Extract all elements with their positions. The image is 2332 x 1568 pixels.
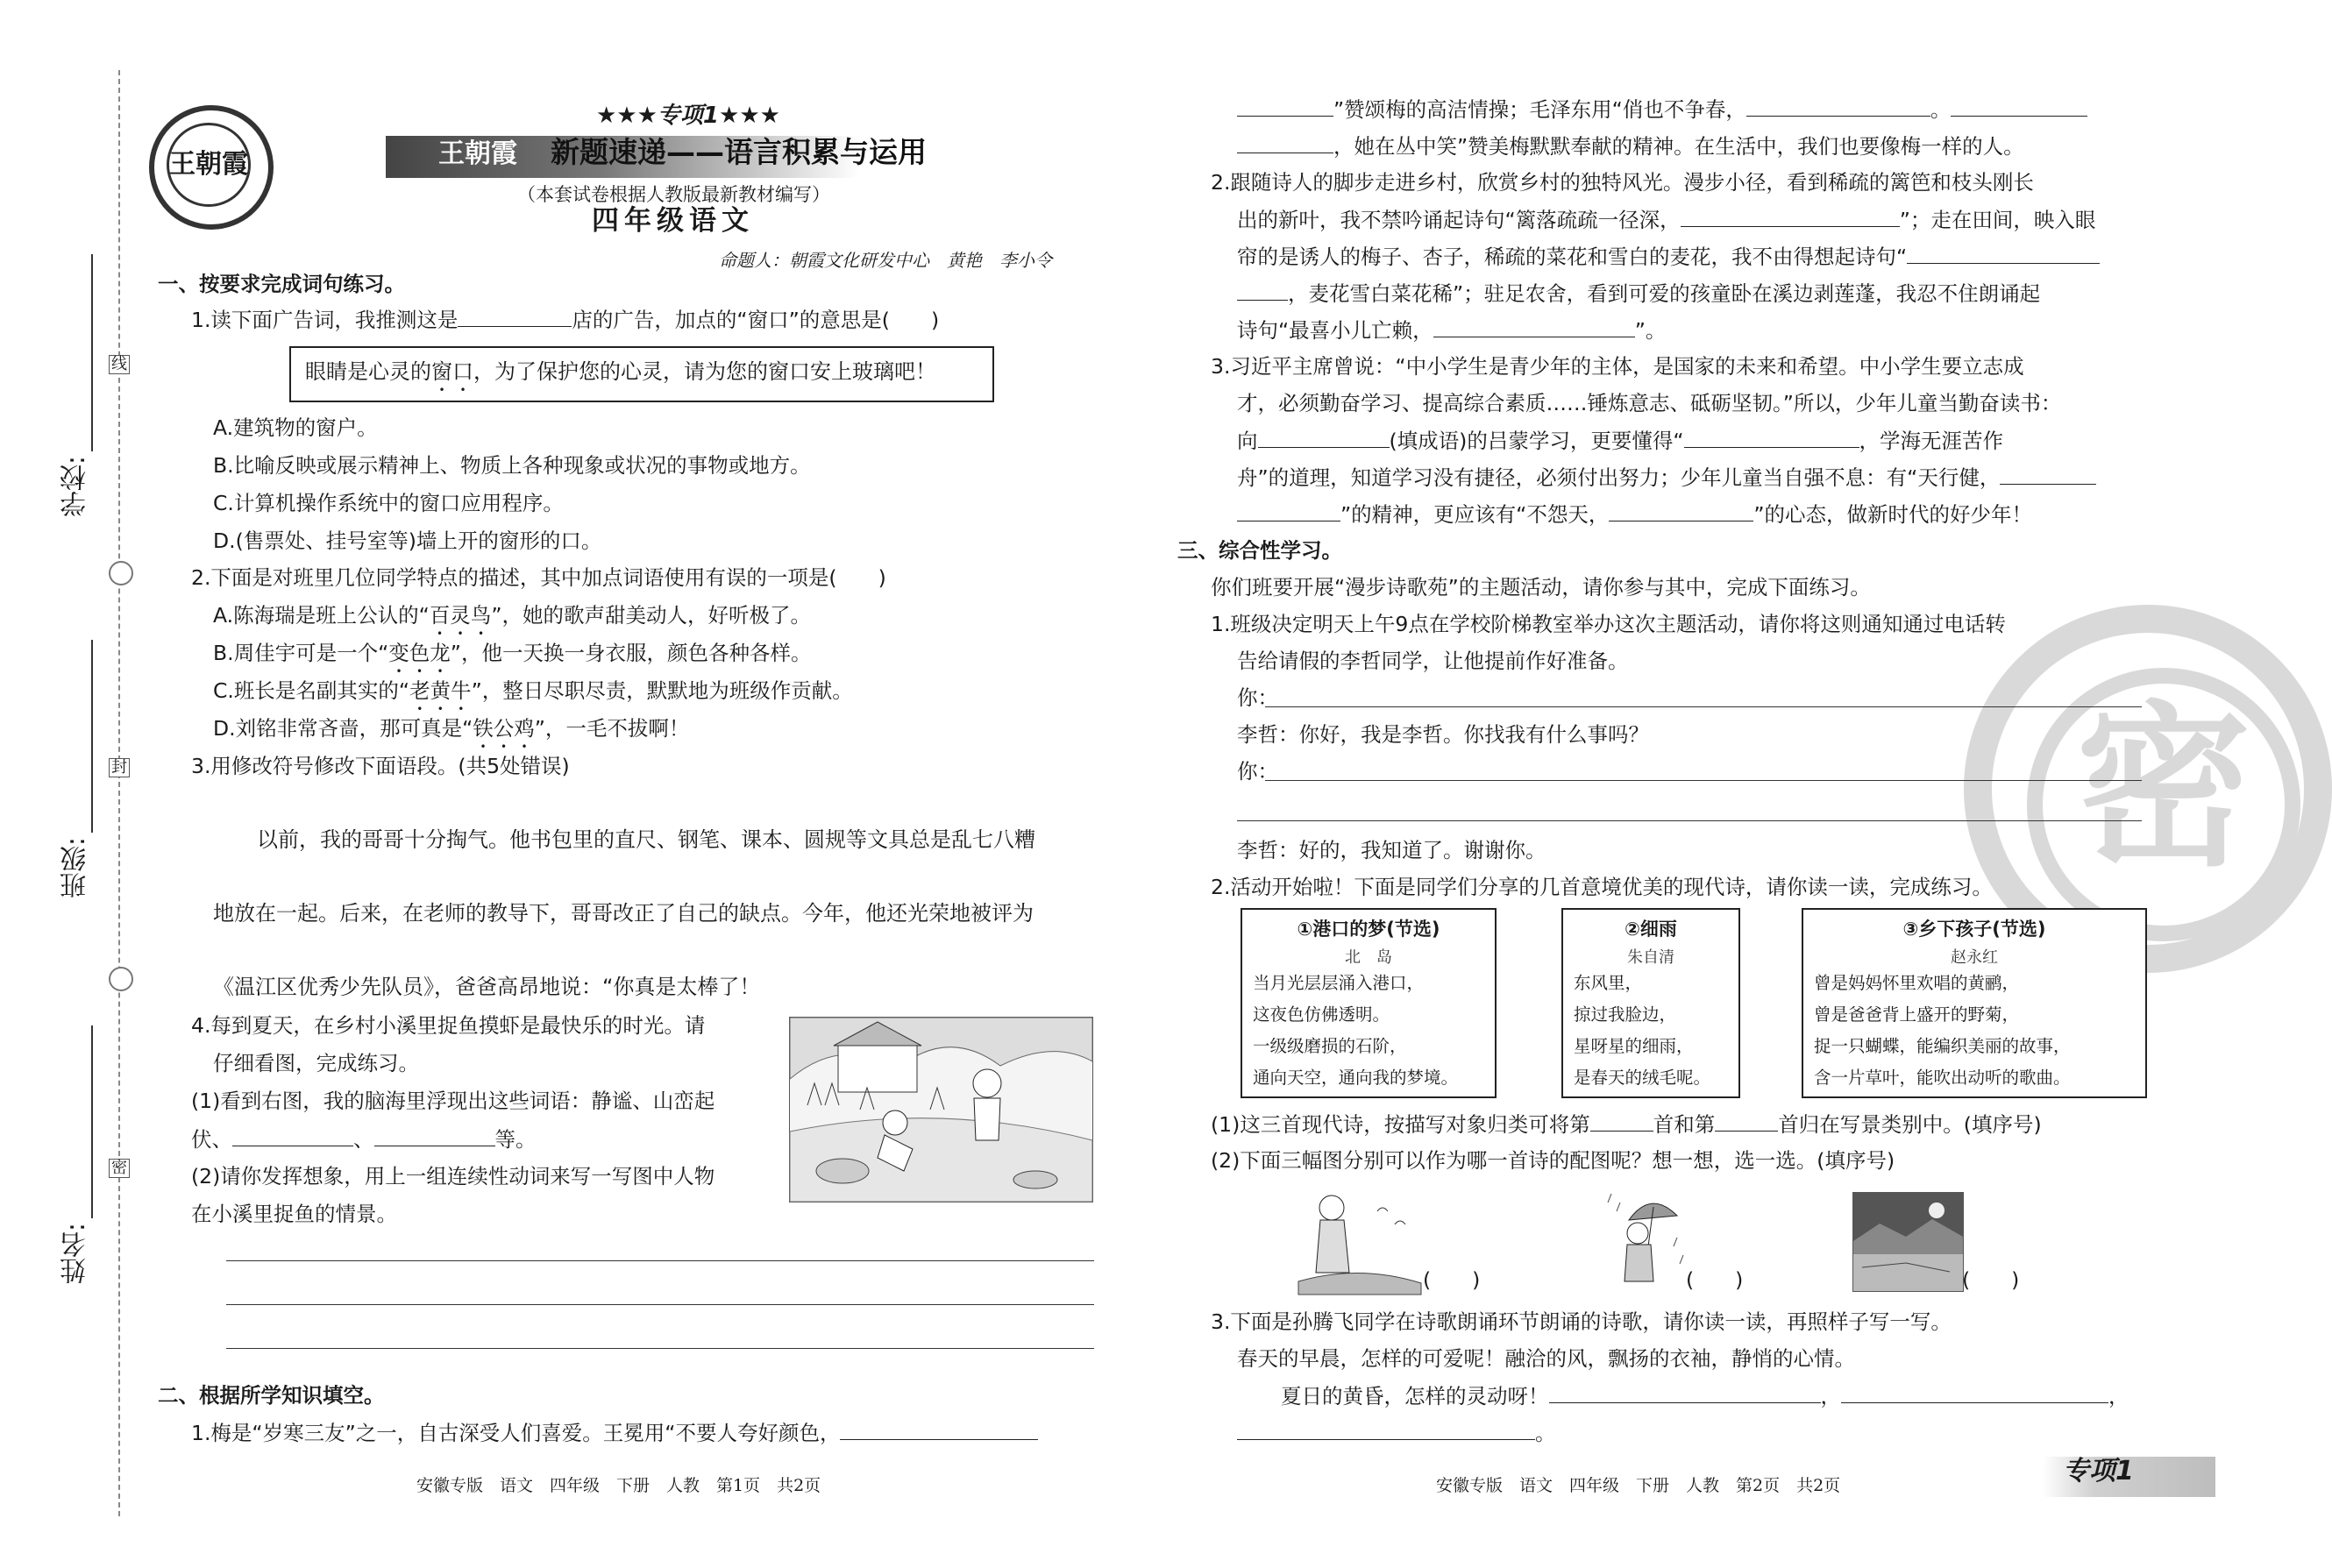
- q1-4-stem-2: 仔细看图，完成练习。: [213, 1051, 419, 1075]
- blank[interactable]: [1609, 501, 1753, 521]
- q2-1-stem: 1.梅是“岁寒三友”之一，自古深受人们喜爱。王冕用“不要人夸好颜色，: [191, 1420, 1038, 1445]
- blank[interactable]: [1951, 96, 2087, 117]
- blank[interactable]: [458, 307, 572, 327]
- blank[interactable]: [1258, 428, 1390, 448]
- section-2-heading: 二、根据所学知识填空。: [158, 1383, 385, 1408]
- blank[interactable]: [1684, 428, 1859, 448]
- q2-2-line: 诗句“最喜小儿亡赖， ”。: [1237, 318, 1667, 343]
- paragraph-line: 《温江区优秀少先队员》，爸爸高昂地说：“你真是太棒了！: [213, 975, 761, 999]
- q1-1-stem: 1.读下面广告词，我推测这是 店的广告，加点的“窗口”的意思是( ): [191, 308, 940, 332]
- q3-1-stem: 1.班级决定明天上午9点在学校阶梯教室举办这次主题活动，请你将这则通知通过电话转: [1211, 612, 2006, 636]
- q3-3-example: 春天的早晨，怎样的可爱呢！融洽的风，飘扬的衣袖，静悄的心情。: [1237, 1346, 1855, 1371]
- binding-hole-icon: [109, 967, 133, 991]
- s3-intro: 你们班要开展“漫步诗歌苑”的主题活动，请你参与其中，完成下面练习。: [1211, 575, 1871, 600]
- margin-mark-seal: 封: [109, 758, 130, 777]
- q2-3-line: ”的精神，更应该有“不怨天， ”的心态，做新时代的好少年！: [1237, 501, 2032, 527]
- q1-4-2: (2)请你发挥想象，用上一组连续性动词来写一写图中人物: [191, 1164, 715, 1188]
- option-b[interactable]: B.周佳宇可是一个“变色龙”，他一天换一身衣服，颜色各种各样。: [213, 641, 812, 665]
- option-d[interactable]: D.(售票处、挂号室等)墙上开的窗形的口。: [213, 529, 602, 553]
- q2-1-cont: ”赞颂梅的高洁情操；毛泽东用“俏也不争春， 。: [1237, 96, 2087, 122]
- confidential-stamp-icon: 密: [1964, 605, 2332, 973]
- q3-2-1: (1)这三首现代诗，按描写对象归类可将第 首和第 首归在写景类别中。(填序号): [1211, 1112, 2042, 1137]
- paper-title: 新题速递——语言积累与运用: [551, 135, 927, 169]
- q3-3-answer-2: 。: [1237, 1420, 1556, 1445]
- poem-card-3: ③乡下孩子(节选) 赵永红 曾是妈妈怀里欢唱的黄鹂， 曾是爸爸背上盛开的野菊， 捉一只蝴蝶，能编织美丽的故事， 含一片草叶，能吹出动听的歌曲。: [1802, 908, 2147, 1098]
- series-label: ★★★专项1★★★: [596, 103, 780, 129]
- section-3-heading: 三、综合性学习。: [1177, 538, 1342, 563]
- school-label: 学校:: [60, 456, 91, 518]
- binding-dashed-line: [118, 70, 120, 1516]
- class-field[interactable]: [91, 640, 93, 833]
- footer-right: 安徽专版 语文 四年级 下册 人教 第2页 共2页: [1436, 1476, 1841, 1495]
- class-label: 班级:: [60, 837, 91, 899]
- answer-paren[interactable]: ( ): [1962, 1267, 2020, 1292]
- option-d[interactable]: D.刘铭非常吝啬，那可真是“铁公鸡”，一毛不拔啊！: [213, 716, 690, 741]
- blank[interactable]: [1549, 1383, 1821, 1403]
- q3-2-stem: 2.活动开始啦！下面是同学们分享的几首意境优美的现代诗，请你读一读，完成练习。: [1211, 875, 1993, 899]
- footer-left: 安徽专版 语文 四年级 下册 人教 第1页 共2页: [416, 1476, 821, 1495]
- q3-3-answer: 夏日的黄昏，怎样的灵动呀！ ， ，: [1281, 1384, 2129, 1408]
- q1-3-stem: 3.用修改符号修改下面语段。(共5处错误): [191, 754, 570, 778]
- advert-text: 眼睛是心灵的窗口，为了保护您的心灵，请为您的窗口安上玻璃吧！: [305, 359, 936, 384]
- answer-line[interactable]: [226, 1348, 1094, 1349]
- dialog-you: 你：: [1237, 759, 1278, 784]
- binding-hole-icon: [109, 561, 133, 585]
- paragraph-line: 以前，我的哥哥十分掏气。他书包里的直尺、钢笔、课本、圆规等文具总是乱七八糟: [257, 827, 1035, 852]
- option-b[interactable]: B.比喻反映或展示精神上、物质上各种现象或状况的事物或地方。: [213, 453, 811, 478]
- q3-1-stem-2: 告给请假的李哲同学，让他提前作好准备。: [1237, 649, 1629, 673]
- blank[interactable]: [1433, 317, 1635, 337]
- poem-picture-3: [1852, 1192, 1964, 1292]
- answer-paren[interactable]: ( ): [1423, 1267, 1481, 1292]
- edition-note: （本套试卷根据人教版最新教材编写）: [517, 184, 830, 205]
- blank[interactable]: [1237, 1420, 1535, 1440]
- q2-3-line: 才，必须勤奋学习、提高综合素质……锤炼意志、砥砺坚韧。”所以，少年儿童当勤奋读书：: [1237, 391, 2062, 415]
- brand-logo: 王朝霞: [149, 105, 274, 230]
- margin-mark-line: 线: [109, 355, 130, 374]
- q1-4-2b: 在小溪里捉鱼的情景。: [191, 1202, 397, 1226]
- answer-line[interactable]: [1237, 820, 2142, 821]
- name-field[interactable]: [91, 1025, 93, 1218]
- school-field[interactable]: [91, 254, 93, 451]
- author-line: 命题人：朝霞文化研发中心 黄艳 李小令: [719, 250, 1052, 271]
- blank[interactable]: [1681, 207, 1900, 227]
- answer-line[interactable]: [1265, 706, 2142, 707]
- answer-line[interactable]: [1265, 780, 2142, 781]
- q2-2-line: 2.跟随诗人的脚步走进乡村，欣赏乡村的独特风光。漫步小径，看到稀疏的篱笆和枝头刚长: [1211, 170, 2034, 195]
- right-page: [1107, 0, 2251, 1568]
- blank[interactable]: [1841, 1383, 2108, 1403]
- q2-2-line: ，麦花雪白菜花稀”；驻足农舍，看到可爱的孩童卧在溪边剥莲蓬，我忍不住朗诵起: [1237, 280, 2040, 306]
- blank[interactable]: [840, 1420, 1038, 1440]
- q1-4-1-blanks: 伏、 、 等。: [191, 1127, 537, 1152]
- q2-3-line: 舟”的道理，知道学习没有捷径，必须付出努力；少年儿童当自强不息：有“天行健，: [1237, 465, 2096, 490]
- blank[interactable]: [2000, 465, 2096, 485]
- name-label: 姓名:: [60, 1223, 91, 1285]
- q3-2-2: (2)下面三幅图分别可以作为哪一首诗的配图呢？想一想，选一选。(填序号): [1211, 1148, 1895, 1173]
- q2-3-line: 向 (填成语)的吕蒙学习，更要懂得“ ，学海无涯苦作: [1237, 429, 2004, 453]
- blank[interactable]: [1237, 501, 1340, 521]
- q2-3-line: 3.习近平主席曾说：“中小学生是青少年的主体，是国家的未来和希望。中小学生要立志成: [1211, 354, 2024, 379]
- dialog-you: 你：: [1237, 685, 1278, 710]
- option-c[interactable]: C.班长是名副其实的“老黄牛”，整日尽职尽责，默默地为班级作贡献。: [213, 678, 853, 703]
- section-1-heading: 一、按要求完成词句练习。: [158, 272, 405, 296]
- blank[interactable]: [1237, 133, 1333, 153]
- blank[interactable]: [1237, 96, 1333, 117]
- left-page: [0, 0, 1107, 1568]
- option-a[interactable]: A.陈海瑞是班上公认的“百灵鸟”，她的歌声甜美动人，好听极了。: [213, 603, 811, 628]
- blank[interactable]: [1907, 244, 2100, 264]
- option-c[interactable]: C.计算机操作系统中的窗口应用程序。: [213, 491, 564, 515]
- answer-line[interactable]: [226, 1260, 1094, 1261]
- dialog-lizhe: 李哲：好的，我知道了。谢谢你。: [1237, 838, 1546, 862]
- stream-fishing-illustration: [789, 1017, 1093, 1203]
- blank[interactable]: [374, 1126, 495, 1146]
- dialog-lizhe: 李哲：你好，我是李哲。你找我有什么事吗？: [1237, 722, 1649, 747]
- blank[interactable]: [1590, 1111, 1653, 1132]
- blank[interactable]: [1715, 1111, 1778, 1132]
- blank[interactable]: [1746, 96, 1930, 117]
- option-a[interactable]: A.建筑物的窗户。: [213, 415, 378, 440]
- poem-card-2: ②细雨 朱自清 东风里， 掠过我脸边， 星呀星的细雨， 是春天的绒毛呢。: [1561, 908, 1740, 1098]
- answer-paren[interactable]: ( ): [1686, 1267, 1744, 1292]
- blank[interactable]: [1237, 280, 1288, 301]
- poem-card-1: ①港口的梦(节选) 北 岛 当月光层层涌入港口， 这夜色仿佛透明。 一级级磨损的石阶， 通向天空，通向我的梦境。: [1241, 908, 1497, 1098]
- poem-picture-1: [1298, 1185, 1421, 1295]
- q2-2-line: 出的新叶，我不禁吟诵起诗句“篱落疏疏一径深， ”；走在田间，映入眼: [1237, 208, 2096, 232]
- q1-2-stem: 2.下面是对班里几位同学特点的描述，其中加点词语使用有误的一项是( ): [191, 565, 886, 590]
- q1-4-1: (1)看到右图，我的脑海里浮现出这些词语：静谧、山峦起: [191, 1089, 715, 1113]
- q2-1-cont2: ，她在丛中笑”赞美梅默默奉献的精神。在生活中，我们也要像梅一样的人。: [1237, 133, 2024, 159]
- answer-line[interactable]: [226, 1304, 1094, 1305]
- grade-subject: 四年级语文: [592, 205, 754, 237]
- q3-3-stem: 3.下面是孙腾飞同学在诗歌朗诵环节朗诵的诗歌，请你读一读，再照样子写一写。: [1211, 1309, 1952, 1334]
- brand-name: 王朝霞: [438, 138, 517, 169]
- blank[interactable]: [232, 1126, 353, 1146]
- poem-picture-2: [1603, 1185, 1690, 1295]
- margin-mark-secret: 密: [109, 1159, 130, 1178]
- paragraph-line: 地放在一起。后来，在老师的教导下，哥哥改正了自己的缺点。今年，他还光荣地被评为: [213, 901, 1034, 926]
- q2-2-line: 帘的是诱人的梅子、杏子，稀疏的菜花和雪白的麦花，我不由得想起诗句“: [1237, 244, 2100, 269]
- q1-4-stem: 4.每到夏天，在乡村小溪里捉鱼摸虾是最快乐的时光。请: [191, 1013, 706, 1038]
- section-tab-label: 专项1: [2063, 1456, 2134, 1486]
